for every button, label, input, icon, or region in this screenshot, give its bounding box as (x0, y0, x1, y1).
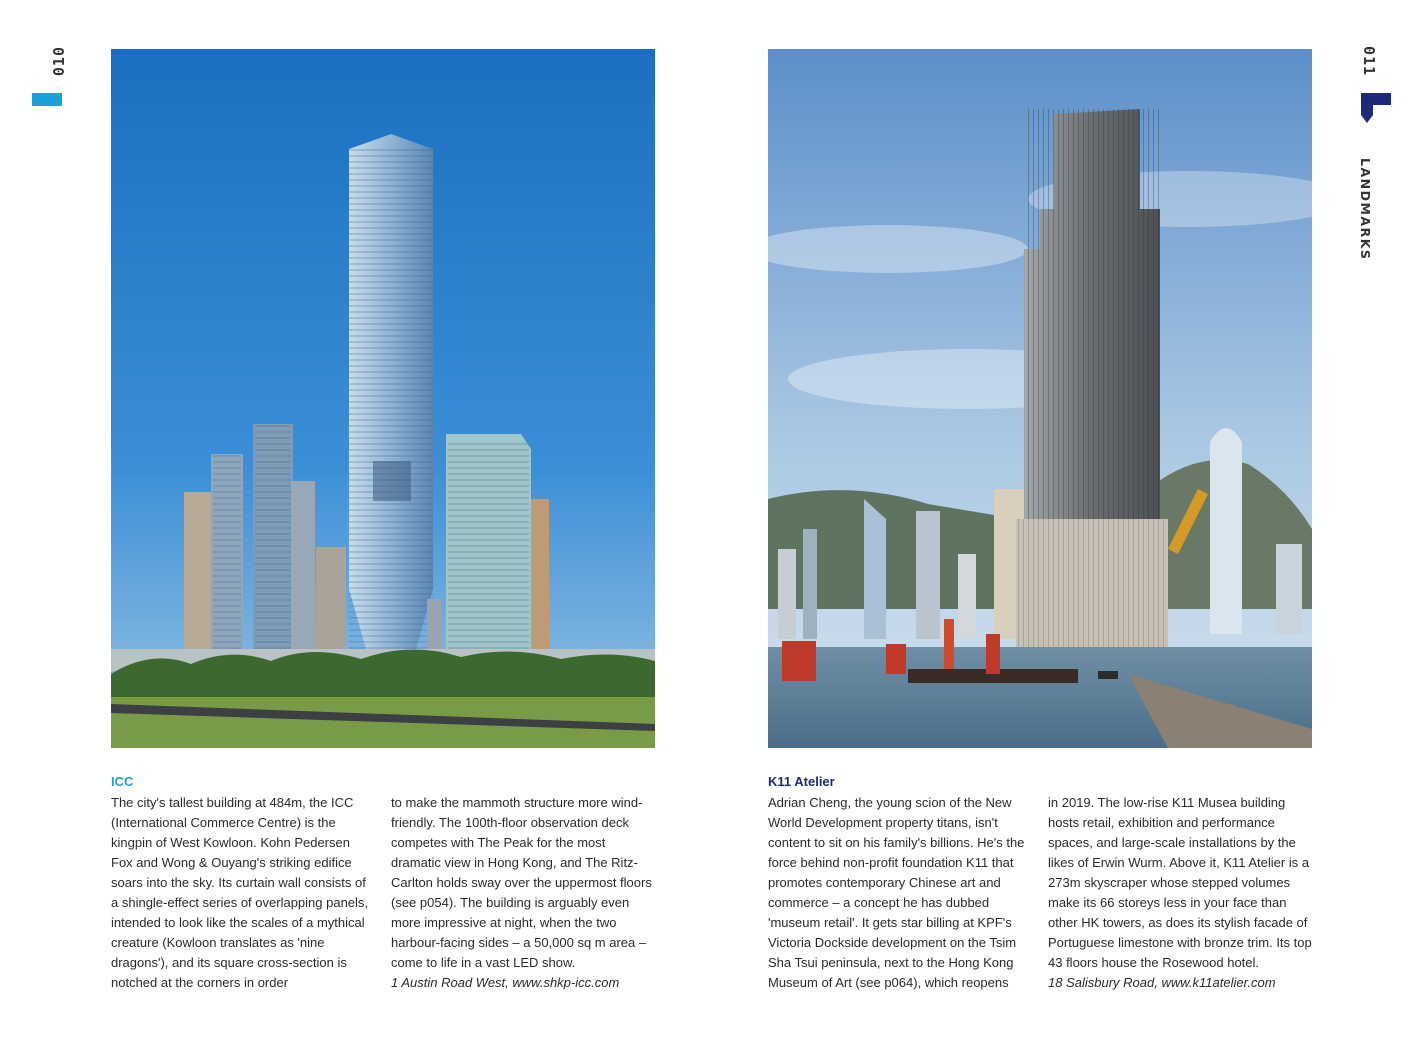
text-column-2 (1048, 793, 1312, 993)
icc-photo (111, 49, 655, 748)
k11-tower-image (768, 49, 1312, 748)
address-line: 18 Salisbury Road, www.k11atelier.com (1048, 975, 1276, 990)
body-text: Adrian Cheng, the young scion of the New World Development property titans, isn't content to sit on his family's billions. He's the force behind non-profit foundation K11 that promotes contemporary Chinese art and commerce – a concept he has dubbed 'museum retail'. It gets star billing at KPF's Victoria Dockside development on the Tsim Sha Tsui peninsula, next to the Hong Kong Museum of Art (see p064), which reopens (768, 795, 1025, 990)
body-text: The city's tallest building at 484m, the ICC (International Commerce Centre) is the kingpin of West Kowloon. Kohn Pedersen Fox and Wong & Ouyang's striking edifice soars into the sky. Its curtain wall consists of a shingle-effect series of overlapping panels, intended to look like the scales of a mythical creature (Kowloon translates as 'nine dragons'), and its square cross-section is notched at the corners in order (111, 795, 369, 990)
section-label: LANDMARKS (1358, 158, 1373, 261)
text-column-1 (111, 793, 375, 993)
page-number: 011 (1360, 46, 1378, 77)
page-number: 010 (50, 46, 68, 77)
article-heading: K11 Atelier (768, 774, 835, 789)
icc-caption (111, 774, 655, 993)
text-column-1 (768, 793, 1032, 993)
article-heading: ICC (111, 774, 134, 789)
page-marker (1361, 93, 1401, 123)
body-text: to make the mammoth structure more wind-friendly. The 100th-floor observation deck competes with The Peak for the most dramatic view in Hong Kong, and The Ritz-Carlton holds sway over the uppermost floors (see p054). The building is arguably even more impressive at night, when the two harbour-facing sides – a 50,000 sq m area – come to life in a vast LED show. (391, 795, 652, 970)
address-line: 1 Austin Road West, www.shkp-icc.com (391, 975, 620, 990)
left-page (0, 0, 707, 1043)
body-text: in 2019. The low-rise K11 Musea building hosts retail, exhibition and performance spaces, and large-scale installations by the likes of Erwin Wurm. Above it, K11 Atelier is a 273m skyscraper whose stepped volumes make its 66 storeys less in your face than other HK towers, as does its stylish facade of Portuguese limestone with bronze trim. Its top 43 floors house the Rosewood hotel. (1048, 795, 1312, 970)
right-page (708, 0, 1415, 1043)
k11-photo (768, 49, 1312, 748)
text-column-2 (391, 793, 655, 993)
k11-caption (768, 774, 1312, 993)
page-marker (32, 93, 62, 106)
icc-tower-image (111, 49, 655, 748)
